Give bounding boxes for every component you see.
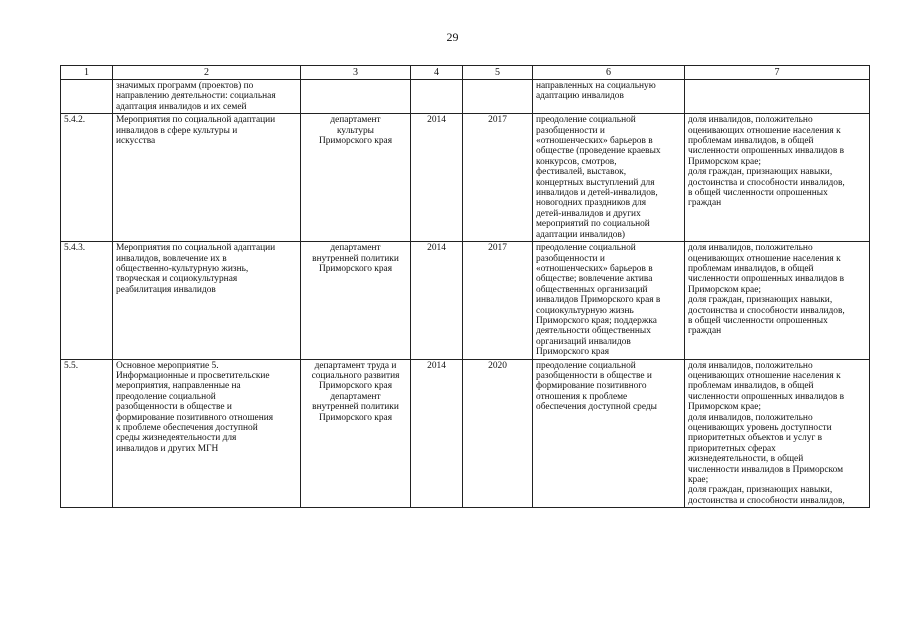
row-number: 5.4.2. [61, 114, 113, 242]
indicator [685, 80, 870, 114]
executor: департамент труда и социального развития Приморского края департамент внутренней политики Приморского края [301, 359, 411, 508]
activity-name: Основное мероприятие 5. Информационные и просветительские мероприятия, направленные на преодоление социальной разобщенности в обществе и формирование позитивного отношения к проблеме обеспечения доступной среды жизнедеятельности для инвалидов и других МГН [113, 359, 301, 508]
start-year: 2014 [411, 359, 463, 508]
expected-result: преодоление социальной разобщенности и «отношенческих» барьеров в обществе; вовлечение актива общественных организаций инвалидов Приморского края в социокультурную жизнь Приморского края; поддержка деятельности общественных организаций инвалидов Приморского края [533, 242, 685, 359]
executor [301, 80, 411, 114]
table-row [61, 114, 870, 242]
program-table [60, 65, 870, 508]
expected-result: преодоление социальной разобщенности и «отношенческих» барьеров в обществе (проведение краевых конкурсов, смотров, фестивалей, выставок, концертных выступлений для инвалидов и детей-инвалидов, новогодних праздников для детей-инвалидов и других мероприятий по социальной адаптации инвалидов) [533, 114, 685, 242]
column-header-2: 2 [113, 66, 301, 80]
activity-name: Мероприятия по социальной адаптации инвалидов, вовлечение их в общественно-культурную жизнь, творческая и социокультурная реабилитация инвалидов [113, 242, 301, 359]
indicator: доля инвалидов, положительно оценивающих отношение населения к проблемам инвалидов, в общей численности опрошенных инвалидов в Приморском крае; доля граждан, признающих навыки, достоинства и способности инвалидов, в общей численности опрошенных граждан [685, 114, 870, 242]
activity-name: Мероприятия по социальной адаптации инвалидов в сфере культуры и искусства [113, 114, 301, 242]
expected-result: преодоление социальной разобщенности в обществе и формирование позитивного отношения к проблеме обеспечения доступной среды [533, 359, 685, 508]
start-year: 2014 [411, 114, 463, 242]
start-year [411, 80, 463, 114]
row-number: 5.4.3. [61, 242, 113, 359]
executor: департамент культуры Приморского края [301, 114, 411, 242]
end-year: 2020 [463, 359, 533, 508]
end-year: 2017 [463, 242, 533, 359]
column-header-5: 5 [463, 66, 533, 80]
column-header-3: 3 [301, 66, 411, 80]
column-header-4: 4 [411, 66, 463, 80]
page-number: 29 [446, 30, 459, 44]
header-row [61, 66, 870, 80]
column-header-1: 1 [61, 66, 113, 80]
table-row [61, 242, 870, 359]
end-year: 2017 [463, 114, 533, 242]
row-number: 5.5. [61, 359, 113, 508]
column-header-6: 6 [533, 66, 685, 80]
row-number [61, 80, 113, 114]
column-header-7: 7 [685, 66, 870, 80]
expected-result: направленных на социальную адаптацию инвалидов [533, 80, 685, 114]
executor: департамент внутренней политики Приморского края [301, 242, 411, 359]
end-year [463, 80, 533, 114]
table-row [61, 80, 870, 114]
activity-name: значимых программ (проектов) по направлению деятельности: социальная адаптация инвалидов и их семей [113, 80, 301, 114]
indicator: доля инвалидов, положительно оценивающих отношение населения к проблемам инвалидов, в общей численности опрошенных инвалидов в Приморском крае; доля инвалидов, положительно оценивающих уровень доступности приоритетных объектов и услуг в приоритетных сферах жизнедеятельности, в общей численности инвалидов в Приморском крае; доля граждан, признающих навыки, достоинства и способности инвалидов, [685, 359, 870, 508]
table-row [61, 359, 870, 508]
start-year: 2014 [411, 242, 463, 359]
indicator: доля инвалидов, положительно оценивающих отношение населения к проблемам инвалидов, в общей численности опрошенных инвалидов в Приморском крае; доля граждан, признающих навыки, достоинства и способности инвалидов, в общей численности опрошенных граждан [685, 242, 870, 359]
